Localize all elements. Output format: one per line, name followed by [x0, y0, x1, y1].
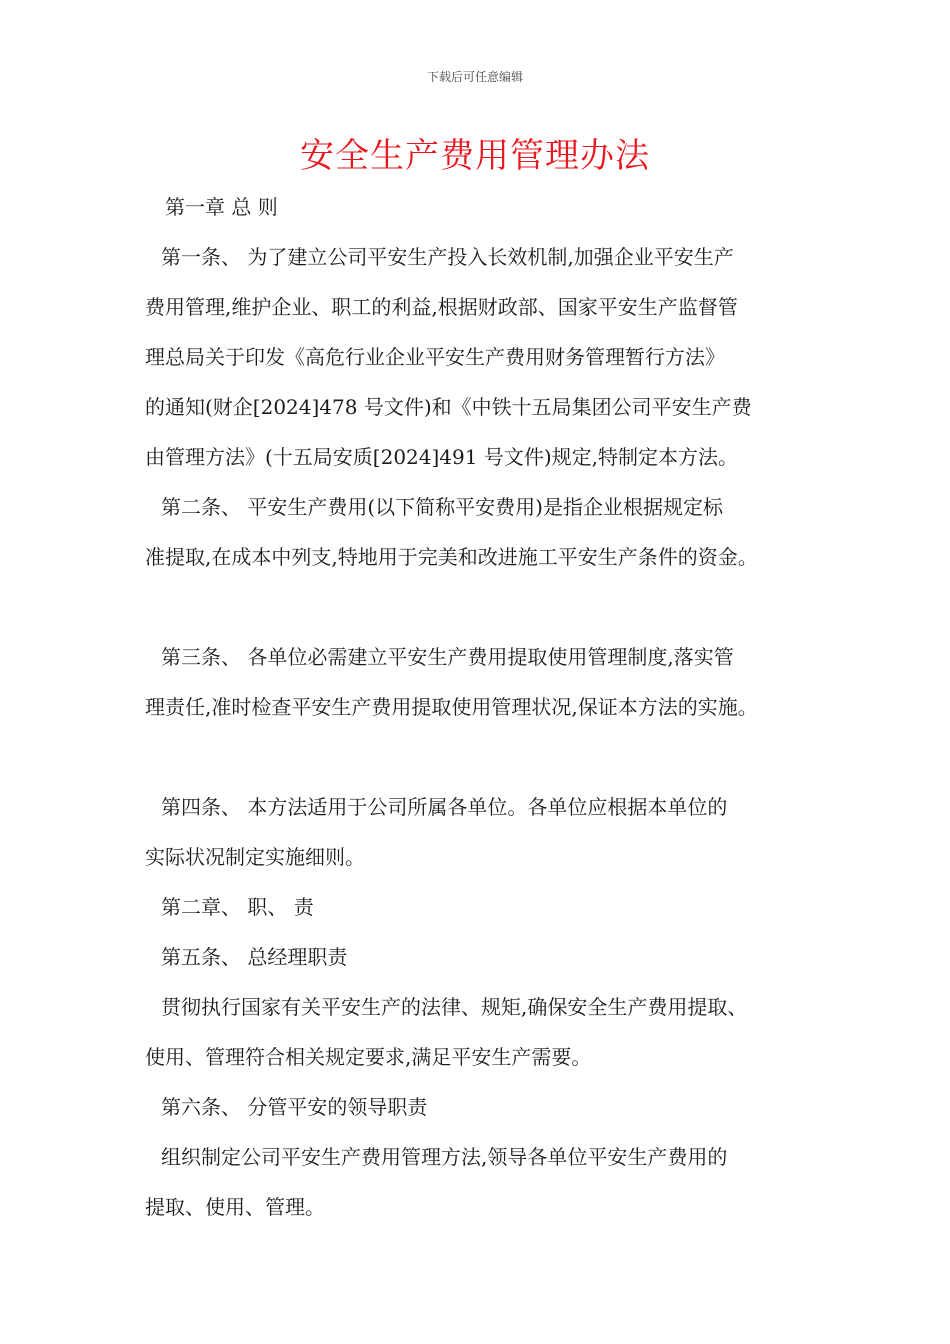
page-header-note: 下载后可任意编辑 — [426, 70, 523, 84]
paragraph-line: 准提取,在成本中列支,特地用于完美和改进施工平安生产条件的资金。 — [145, 545, 758, 569]
article-4 — [145, 782, 820, 882]
paragraph-line: 理总局关于印发《高危行业企业平安生产费用财务管理暂行方法》 — [145, 345, 725, 369]
article-3 — [145, 632, 820, 732]
article-5-heading: 第五条、 总经理职责 — [161, 945, 348, 969]
paragraph-line: 使用、管理符合相关规定要求,满足平安生产需要。 — [145, 1045, 592, 1069]
document-title: 安全生产费用管理办法 — [300, 136, 650, 176]
paragraph-line: 提取、使用、管理。 — [145, 1195, 325, 1219]
blank-line — [145, 582, 820, 632]
paragraph-line: 组织制定公司平安生产费用管理方法,领导各单位平安生产费用的 — [161, 1145, 728, 1169]
article-1 — [145, 232, 820, 482]
paragraph-line: 由管理方法》(十五局安质[2024]491 号文件)规定,特制定本方法。 — [145, 445, 738, 469]
paragraph-line: 第一条、 为了建立公司平安生产投入长效机制,加强企业平安生产 — [161, 245, 734, 269]
blank-line — [145, 732, 820, 782]
paragraph-line: 第三条、 各单位必需建立平安生产费用提取使用管理制度,落实管 — [161, 645, 734, 669]
paragraph-line: 费用管理,维护企业、职工的利益,根据财政部、国家平安生产监督管 — [145, 295, 738, 319]
paragraph-line: 理责任,准时检查平安生产费用提取使用管理状况,保证本方法的实施。 — [145, 695, 758, 719]
article-5-body — [145, 982, 820, 1082]
paragraph-line: 第四条、 本方法适用于公司所属各单位。各单位应根据本单位的 — [161, 795, 728, 819]
article-6-heading: 第六条、 分管平安的领导职责 — [161, 1095, 428, 1119]
paragraph-line: 贯彻执行国家有关平安生产的法律、规矩,确保安全生产费用提取、 — [161, 995, 748, 1019]
article-6-body — [145, 1132, 820, 1232]
paragraph-line: 的通知(财企[2024]478 号文件)和《中铁十五局集团公司平安生产费 — [145, 395, 752, 419]
chapter-heading: 第一章 总 则 — [165, 195, 278, 219]
paragraph-line: 实际状况制定实施细则。 — [145, 845, 365, 869]
article-2 — [145, 482, 820, 582]
paragraph-line: 第二条、 平安生产费用(以下简称平安费用)是指企业根据规定标 — [161, 495, 723, 519]
document-body — [145, 182, 820, 1232]
chapter-heading: 第二章、 职、 责 — [161, 895, 314, 919]
